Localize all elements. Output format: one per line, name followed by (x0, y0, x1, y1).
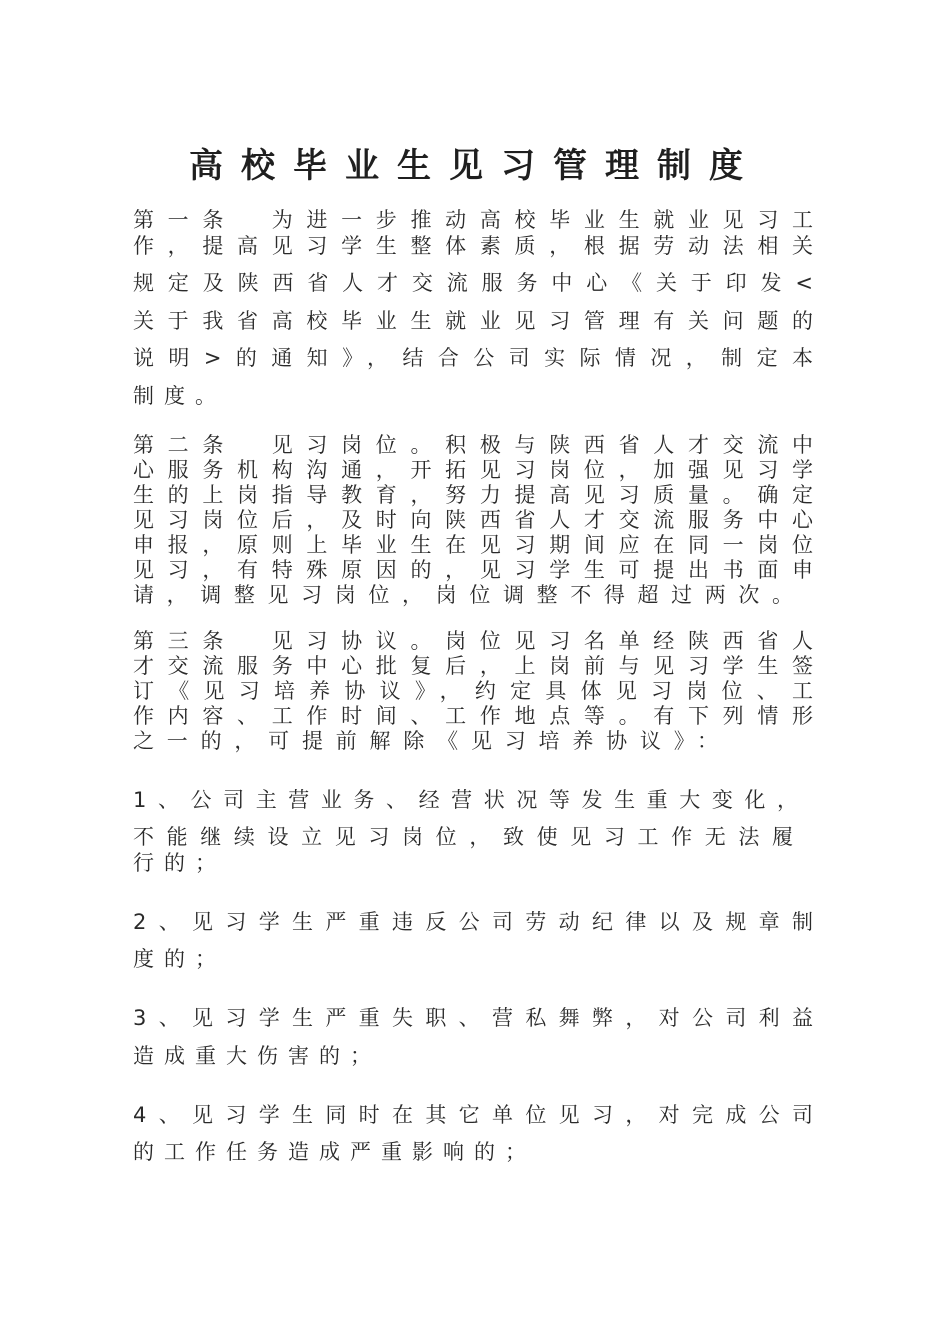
text-line: 度的； (133, 947, 226, 971)
text-line: 行的； (133, 851, 226, 875)
text-line: 不能继续设立见习岗位，致使见习工作无法履 (133, 825, 793, 849)
text-line: 心服务机构沟通，开拓见习岗位，加强见习学 (133, 458, 813, 482)
text-line: 的工作任务造成严重影响的； (133, 1140, 536, 1164)
text-line: 规定及陕西省人才交流服务中心《关于印发< (133, 271, 813, 295)
text-line: 申报，原则上毕业生在见习期间应在同一岗位 (133, 533, 813, 557)
document-title: 高校毕业生见习管理制度 (189, 146, 761, 186)
text-line: 订《见习培养协议》，约定具体见习岗位、工 (133, 679, 813, 703)
text-line: 第一条 为进一步推动高校毕业生就业见习工 (133, 208, 813, 232)
text-line: 才交流服务中心批复后，上岗前与见习学生签 (133, 654, 813, 678)
text-line: 说明>的通知》，结合公司实际情况，制定本 (133, 346, 813, 370)
text-line: 作内容、工作时间、工作地点等。有下列情形 (133, 704, 813, 728)
text-line: 见习，有特殊原因的，见习学生可提出书面申 (133, 558, 813, 582)
text-line: 1、公司主营业务、经营状况等发生重大变化， (133, 788, 798, 812)
text-line: 请，调整见习岗位，岗位调整不得超过两次。 (133, 583, 793, 607)
text-line: 关于我省高校毕业生就业见习管理有关问题的 (133, 309, 813, 333)
text-line: 见习岗位后，及时向陕西省人才交流服务中心 (133, 508, 813, 532)
text-line: 3、见习学生严重失职、营私舞弊，对公司利益 (133, 1006, 813, 1030)
text-line: 第二条 见习岗位。积极与陕西省人才交流中 (133, 433, 813, 457)
text-line: 4、见习学生同时在其它单位见习，对完成公司 (133, 1103, 813, 1127)
text-line: 第三条 见习协议。岗位见习名单经陕西省人 (133, 629, 813, 653)
text-line: 之一的，可提前解除《见习培养协议》： (133, 729, 718, 753)
text-line: 造成重大伤害的； (133, 1044, 381, 1068)
text-line: 作，提高见习学生整体素质，根据劳动法相关 (133, 234, 813, 258)
text-line: 制度。 (133, 384, 226, 408)
text-line: 2、见习学生严重违反公司劳动纪律以及规章制 (133, 910, 813, 934)
text-line: 生的上岗指导教育，努力提高见习质量。确定 (133, 483, 813, 507)
